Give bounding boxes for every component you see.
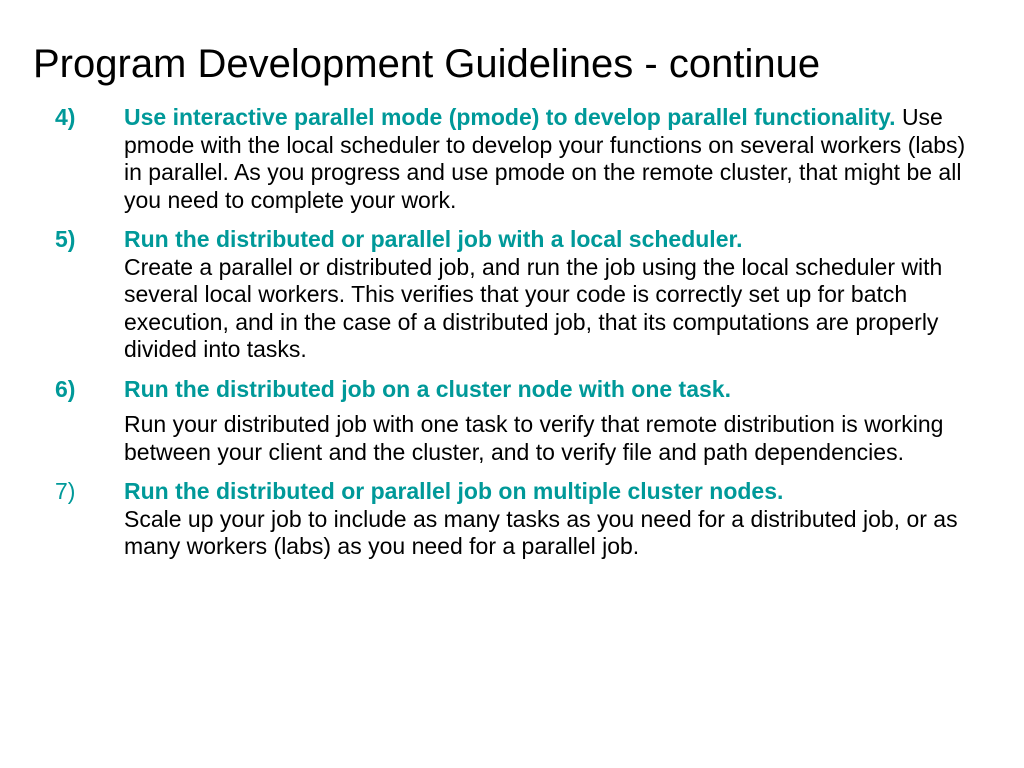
item-text: Scale up your job to include as many tasks as you need for a distributed job, or as many workers (labs) as you need for a parallel job.	[124, 505, 958, 559]
item-number: 6)	[55, 375, 76, 402]
list-item	[55, 226, 975, 364]
slide-title: Program Development Guidelines - continue	[33, 42, 821, 86]
item-text: Use pmode with the local scheduler to develop your functions on several workers (labs) in parallel. As you progress and use pmode on the remote cluster, that might be all you need to complete your work.	[124, 104, 966, 213]
item-heading: Run the distributed or parallel job with a local scheduler.	[124, 226, 743, 252]
item-text: Run your distributed job with one task to verify that remote distribution is working between your client and the cluster, and to verify file and path dependencies.	[124, 411, 944, 465]
item-text: Create a parallel or distributed job, and run the job using the local scheduler with several local workers. This verifies that your code is correctly set up for batch execution, and in the case of a distributed job, that its computations are properly divided into tasks.	[124, 253, 943, 362]
item-heading: Run the distributed job on a cluster node with one task.	[124, 375, 731, 402]
item-number: 4)	[55, 104, 76, 130]
item-number: 7)	[55, 478, 76, 504]
item-heading: Use interactive parallel mode (pmode) to develop parallel functionality.	[124, 104, 896, 130]
item-number: 5)	[55, 226, 76, 252]
guideline-list	[55, 104, 975, 573]
item-heading: Run the distributed or parallel job on multiple cluster nodes.	[124, 478, 784, 504]
list-item	[55, 104, 975, 214]
list-item	[55, 376, 975, 467]
list-item	[55, 478, 975, 561]
